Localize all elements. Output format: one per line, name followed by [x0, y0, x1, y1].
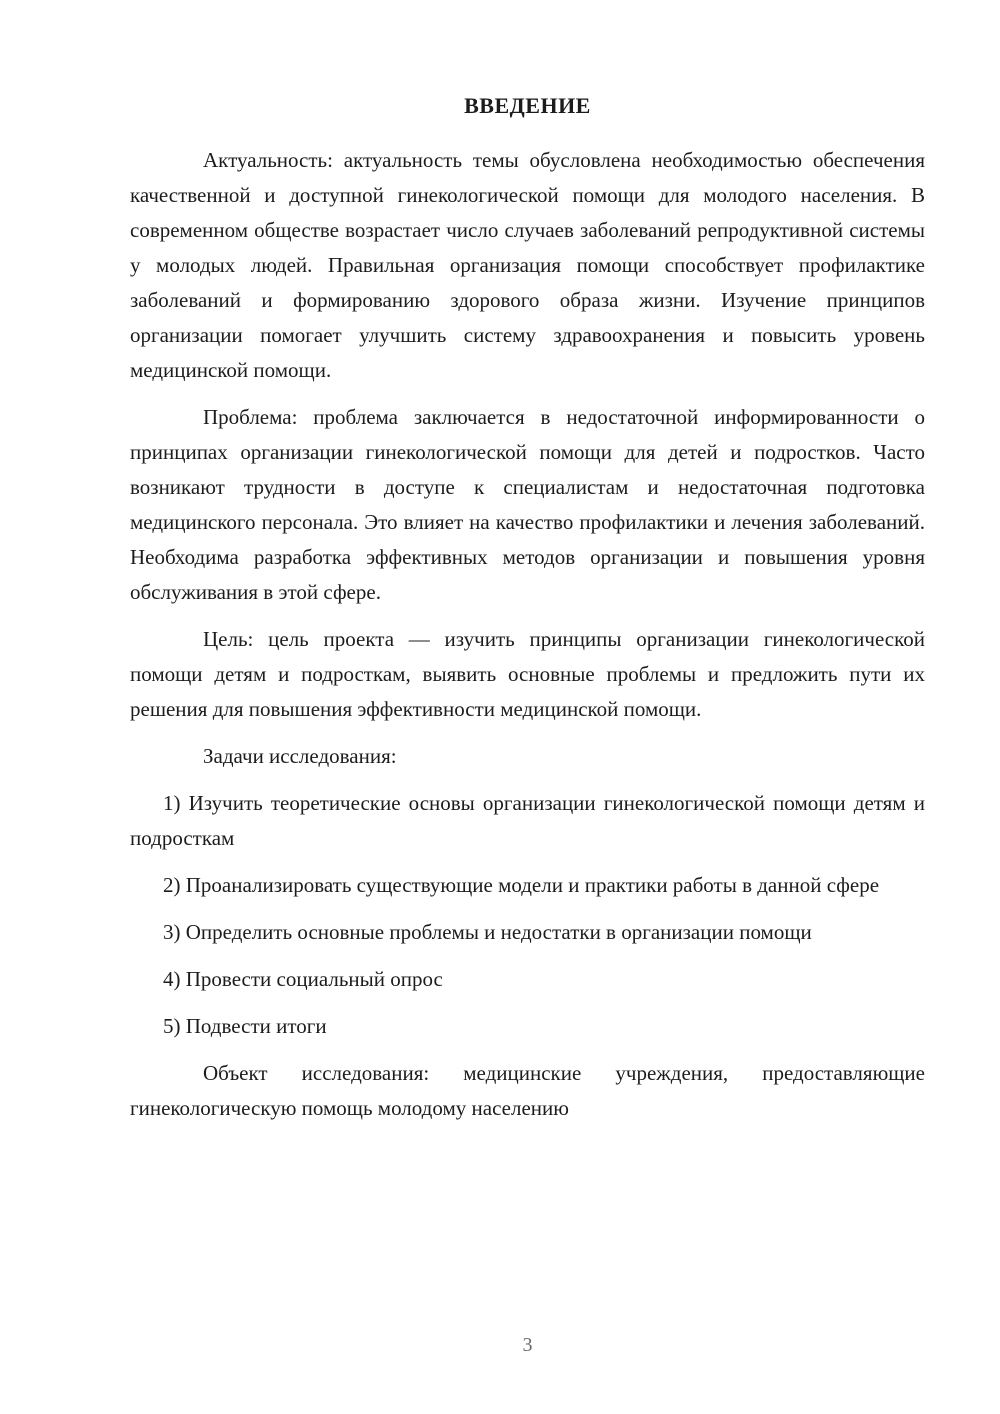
paragraph-problem: Проблема: проблема заключается в недостаточной информированности о принципах организации гинекологической помощи для детей и подростков. Часто возникают трудности в доступе к специалистам и недостаточная подготовка медицинского персонала. Это влияет на качество профилактики и лечения заболеваний. Необходима разработка эффективных методов организации и повышения уровня обслуживания в этой сфере. [130, 405, 925, 604]
paragraph-research-object: Объект исследования: медицинские учреждения, предоставляющие гинекологическую помощь молодому населению [130, 1061, 925, 1120]
tasks-heading: Задачи исследования: [203, 744, 397, 768]
task-item-3: 3) Определить основные проблемы и недостатки в организации помощи [163, 920, 812, 944]
page-title: ВВЕДЕНИЕ [464, 93, 591, 118]
task-item-1: 1) Изучить теоретические основы организации гинекологической помощи детям и подросткам [130, 791, 925, 850]
paragraph-goal: Цель: цель проекта — изучить принципы организации гинекологической помощи детям и подросткам, выявить основные проблемы и предложить пути их решения для повышения эффективности медицинской помощи. [130, 627, 925, 721]
task-item-5: 5) Подвести итоги [163, 1014, 327, 1038]
task-item-2: 2) Проанализировать существующие модели и практики работы в данной сфере [163, 873, 880, 897]
task-item-4: 4) Провести социальный опрос [163, 967, 443, 991]
paragraph-relevance: Актуальность: актуальность темы обусловлена необходимостью обеспечения качественной и доступной гинекологической помощи для молодого населения. В современном обществе возрастает число случаев заболеваний репродуктивной системы у молодых людей. Правильная организация помощи способствует профилактике заболеваний и формированию здорового образа жизни. Изучение принципов организации помогает улучшить систему здравоохранения и повысить уровень медицинской помощи. [130, 148, 925, 382]
page-number: 3 [522, 1334, 533, 1356]
